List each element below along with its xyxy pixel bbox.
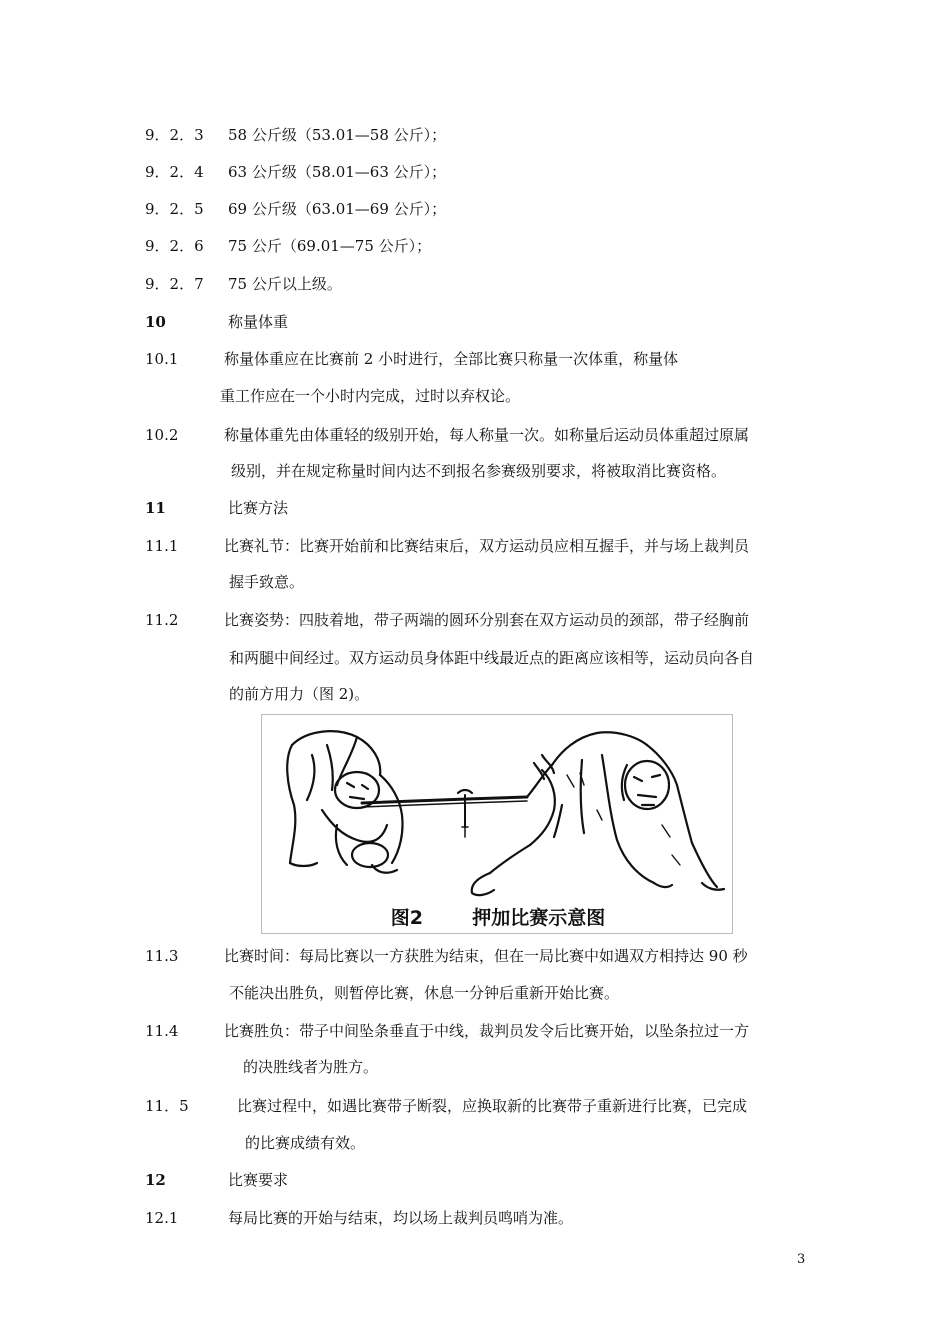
clause-number: 12.1 xyxy=(145,1209,179,1227)
item-text: 75 公斤以上级。 xyxy=(228,275,342,293)
figure-caption-number: 图2 xyxy=(390,907,423,929)
clause-text: 比赛胜负：带子中间坠条垂直于中线，裁判员发令后比赛开始，以坠条拉过一方 xyxy=(224,1022,750,1040)
figure-2 xyxy=(261,714,733,934)
clause-number: 11.4 xyxy=(145,1022,179,1040)
clause-text: 称量体重应在比赛前 2 小时进行，全部比赛只称量一次体重，称量体 xyxy=(224,350,679,368)
clause-text: 的比赛成绩有效。 xyxy=(245,1134,366,1152)
clause-text: 级别，并在规定称量时间内达不到报名参赛级别要求，将被取消比赛资格。 xyxy=(231,462,727,480)
section-number: 10 xyxy=(145,313,166,331)
clause-text: 的决胜线者为胜方。 xyxy=(243,1058,379,1076)
clause-text: 每局比赛的开始与结束，均以场上裁判员鸣哨为准。 xyxy=(228,1209,574,1227)
clause-text: 不能决出胜负，则暂停比赛，休息一分钟后重新开始比赛。 xyxy=(229,984,620,1002)
clause-number: 11.2 xyxy=(145,611,179,629)
item-text: 75 公斤（69.01—75 公斤）； xyxy=(228,237,432,255)
item-text: 69 公斤级（63.01—69 公斤）； xyxy=(228,200,447,218)
section-title: 称量体重 xyxy=(228,313,289,331)
clause-text: 比赛礼节：比赛开始前和比赛结束后，双方运动员应相互握手，并与场上裁判员 xyxy=(224,537,750,555)
section-title: 比赛要求 xyxy=(228,1171,289,1189)
item-number: 9．2．5 xyxy=(145,200,204,218)
clause-number: 11．5 xyxy=(145,1097,189,1115)
clause-text: 称量体重先由体重轻的级别开始，每人称量一次。如称量后运动员体重超过原属 xyxy=(224,426,750,444)
clause-text: 重工作应在一个小时内完成，过时以弃权论。 xyxy=(220,387,521,405)
section-title: 比赛方法 xyxy=(228,499,289,517)
item-number: 9．2．4 xyxy=(145,163,204,181)
item-number: 9．2．3 xyxy=(145,126,204,144)
figure-caption-text: 押加比赛示意图 xyxy=(472,907,606,929)
clause-number: 11.1 xyxy=(145,537,179,555)
clause-text: 的前方用力（图 2)。 xyxy=(229,685,370,703)
clause-text: 握手致意。 xyxy=(229,573,305,591)
clause-number: 11.3 xyxy=(145,947,179,965)
clause-number: 10.1 xyxy=(145,350,179,368)
item-number: 9．2．7 xyxy=(145,275,204,293)
clause-number: 10.2 xyxy=(145,426,179,444)
clause-text: 比赛时间：每局比赛以一方获胜为结束，但在一局比赛中如遇双方相持达 90 秒 xyxy=(224,947,748,965)
item-text: 63 公斤级（58.01—63 公斤）； xyxy=(228,163,447,181)
page-number: 3 xyxy=(797,1252,806,1267)
figure-caption xyxy=(262,903,734,930)
tug-figure-illustration xyxy=(262,715,734,935)
section-number: 11 xyxy=(145,499,166,517)
item-number: 9．2．6 xyxy=(145,237,204,255)
section-number: 12 xyxy=(145,1171,166,1189)
item-text: 58 公斤级（53.01—58 公斤）； xyxy=(228,126,447,144)
clause-text: 比赛姿势：四肢着地，带子两端的圆环分别套在双方运动员的颈部，带子经胸前 xyxy=(224,611,750,629)
clause-text: 和两腿中间经过。双方运动员身体距中线最近点的距离应该相等，运动员向各自 xyxy=(229,649,755,667)
clause-text: 比赛过程中，如遇比赛带子断裂，应换取新的比赛带子重新进行比赛，已完成 xyxy=(237,1097,748,1115)
